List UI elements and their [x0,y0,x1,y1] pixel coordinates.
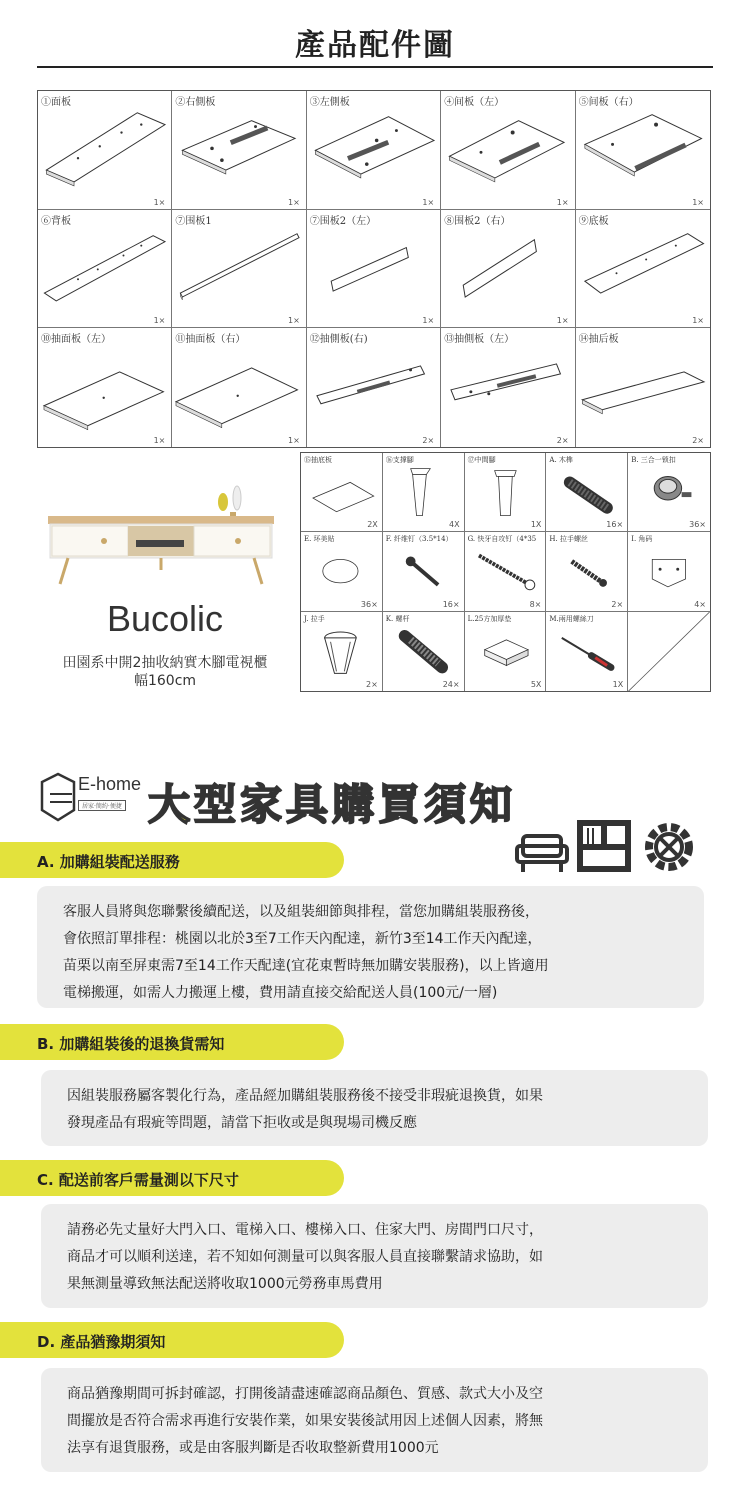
hardware-label: J. 拉手 [304,614,325,623]
hardware-cell [546,532,628,611]
drawer-left [52,526,128,556]
part-cell [576,328,710,447]
part-cell [38,328,172,447]
section-a-line: 苗栗以南至屏東需7至14工作天配達(宜花東暫時無加購安裝服務)，以上皆適用 [63,958,549,974]
hardware-label: ⑯支撑腳 [385,456,414,464]
mid-panel-left-drawing [441,91,574,209]
part-label: ⑭抽后板 [578,334,619,346]
hardware-label: E. 环美贴 [304,535,335,544]
hardware-label: M.兩用螺絲刀 [549,614,594,623]
section-c-line: 商品才可以順利送達，若不知如何測量可以與客服人員直接聯繫請求協助，如 [67,1249,543,1265]
hardware-cell [628,532,710,611]
section-a-line: 會依照訂單排程：桃園以北於3至7工作天內配達，新竹3至14工作天內配達， [63,931,542,947]
hardware-qty: 2× [611,599,624,609]
part-label: ⑬抽側板（左） [444,334,515,346]
part-qty: 1× [692,316,704,326]
section-d-heading: D. 產品猶豫期須知 [0,1322,344,1358]
brand-name: Bucolic [106,598,224,639]
part-cell [38,91,172,210]
part-qty: 1× [556,197,569,207]
hardware-label: B. 三合一锁扣 [631,456,676,464]
vase-image [233,486,241,510]
skirt-board-2-right-drawing [441,210,574,328]
hardware-qty: 36× [689,520,706,530]
hardware-cell [465,532,547,611]
section-d-line: 商品猶豫期間可拆封確認，打開後請盡速確認商品顏色、質感、款式大小及空 [67,1386,543,1402]
part-qty: 1× [288,316,300,326]
part-cell [172,91,306,210]
section-d-line: 法享有退貨服務，或是由客服判斷是否收取整新費用1000元 [67,1440,439,1456]
tabletop [48,516,274,524]
hardware-cell [301,453,383,532]
logo-tagline: 居家·簡約·便捷 [78,800,126,811]
part-qty: 1× [692,197,704,207]
hardware-qty: 2X [367,520,378,530]
section-b-body [41,1070,708,1146]
hardware-qty: 4X [449,520,460,530]
part-qty: 1× [153,435,166,445]
section-c-body [41,1204,708,1308]
mid-panel-right-drawing [576,91,710,209]
part-qty: 1× [422,197,435,207]
right-side-panel-drawing [172,91,305,209]
part-qty: 1× [153,316,166,326]
part-cell [441,210,575,329]
product-description: 田園系中開2抽收納實木腳電視櫃 [62,655,268,671]
section-a-line: 客服人員將與您聯繫後續配送，以及組裝細節與排程，當您加購組裝服務後， [63,904,539,920]
section-c-line: 請務必先丈量好大門入口、電梯入口、樓梯入口、住家大門、房間門口尺寸， [67,1222,543,1238]
hardware-label: H. 拉手螺丝 [549,535,588,544]
part-label: ⑪抽面板（右） [175,334,246,346]
section-b-line: 因組裝服務屬客製化行為，產品經加購組裝服務後不接受非瑕疵退換貨，如果 [67,1088,543,1104]
hardware-cell [301,532,383,611]
drawer-side-right-drawing [307,328,440,447]
hardware-cell [383,612,465,691]
part-cell [172,328,306,447]
part-label: ⑤间板（右） [578,97,639,108]
part-qty: 1× [556,316,569,326]
hardware-qty: 4× [694,599,706,609]
hardware-qty: 2× [366,680,378,689]
section-a-heading: A. 加購組裝配送服務 [0,842,344,878]
hardware-cell [546,612,628,691]
part-cell [172,210,306,329]
section-a-line: 電梯搬運，如需人力搬運上樓，費用請直接交給配送人員(100元/一層) [63,985,498,1001]
part-cell [307,91,441,210]
hardware-cell [465,612,547,691]
hardware-cell [628,453,710,532]
part-cell [441,91,575,210]
vase-image [218,493,228,511]
part-cell [307,328,441,447]
hardware-label: I. 角码 [631,535,653,544]
back-panel-drawing [38,210,171,328]
hardware-cell [383,453,465,532]
hardware-qty: 36× [360,599,378,609]
section-a-body [37,886,704,1008]
hardware-label: A. 木榫 [549,456,573,464]
part-qty: 2× [692,435,704,445]
hardware-qty: 5X [530,680,542,689]
front-panel-drawing [38,91,171,209]
hardware-qty: 1X [530,520,542,530]
hardware-label: ⑮抽底板 [304,456,332,464]
hardware-qty: 16× [442,599,460,609]
hardware-qty: 8× [529,599,542,609]
section-d-line: 間擺放是否符合需求再進行安裝作業，如果安裝後試用因上述個人因素，將無 [67,1413,543,1429]
drawer-side-left-drawing [441,328,574,447]
product-size: 幅160cm [133,673,197,689]
hardware-label: L.25方加厚垫 [467,614,512,623]
part-label: ④间板（左） [444,97,505,108]
title-divider [37,66,713,68]
part-qty: 1× [288,197,300,207]
hardware-cell-empty [628,612,710,691]
drawer-front-left-drawing [38,328,171,447]
section-b-line: 發現產品有瑕疵等問題，請當下拒收或是與現場司機反應 [67,1115,417,1131]
hardware-label: ⑰中間腳 [467,456,496,464]
hardware-qty: 1X [612,680,624,689]
hardware-cell [546,453,628,532]
sofa-icon [515,828,569,874]
hardware-qty: 16× [606,520,624,530]
part-label: ⑦围板1 [175,215,212,227]
bottom-panel-drawing [576,210,710,328]
part-label: ⑥背板 [41,215,71,227]
gear-tools-icon [640,818,698,876]
bookshelf-icon [575,818,633,874]
hardware-qty: 24× [442,680,460,689]
part-label: ③左側板 [309,97,350,108]
drawer-back-panel-drawing [576,328,710,447]
drawer-front-right-drawing [172,328,305,447]
part-cell [576,91,710,210]
tv-stand-image [40,478,280,588]
part-label: ⑦围板2（左） [309,215,377,227]
part-cell [307,210,441,329]
section-c-line: 果無測量導致無法配送將收取1000元勞務車馬費用 [67,1276,383,1292]
part-label: ⑫抽側板(右) [309,334,368,346]
part-cell [441,328,575,447]
skirt-board-2-left-drawing [307,210,440,328]
left-side-panel-drawing [307,91,440,209]
panel-parts-grid [37,90,711,448]
hardware-label: K. 螺杆 [385,614,410,623]
part-qty: 2× [556,435,569,445]
part-label: ⑩抽面板（左） [41,334,111,346]
page-title: 產品配件圖 [295,28,455,63]
logo-name: E-home [78,774,142,794]
empty-cell-diagonal [628,612,710,691]
part-cell [38,210,172,329]
part-cell [576,210,710,329]
part-label: ②右側板 [175,97,216,108]
drawer-right [194,526,270,556]
part-qty: 1× [422,316,435,326]
part-qty: 1× [288,435,300,445]
section-c-heading: C. 配送前客戶需量測以下尺寸 [0,1160,344,1196]
skirt-board-1-drawing [172,210,305,328]
section-d-body [41,1368,708,1472]
notice-title: 大型家具購買須知 [148,780,517,829]
hardware-label: G. 快牙自攻钉（4*35 [467,535,537,544]
hardware-label: F. 纤维钉（3.5*14） [385,535,453,544]
hardware-cell [301,612,383,691]
part-label: ⑧围板2（右） [444,215,511,227]
section-b-heading: B. 加購組裝後的退換貨需知 [0,1024,344,1060]
part-qty: 2× [422,435,435,445]
part-label: ⑨底板 [578,215,609,227]
part-label: ①面板 [41,97,71,108]
hardware-grid [300,452,711,692]
part-qty: 1× [153,197,166,207]
hardware-cell [383,532,465,611]
hardware-cell [465,453,547,532]
